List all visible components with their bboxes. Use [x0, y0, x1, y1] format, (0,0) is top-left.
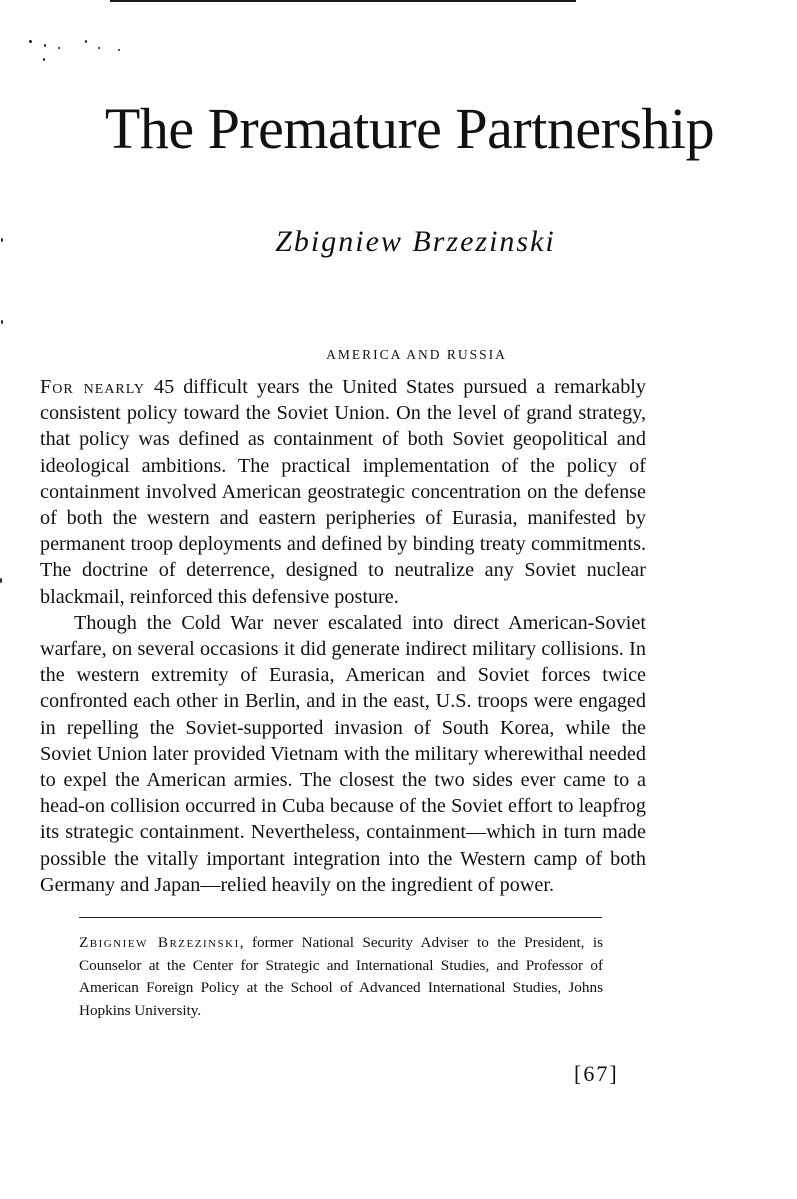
section-heading: AMERICA AND RUSSIA [326, 347, 507, 362]
scan-speck [44, 44, 46, 47]
scan-speck [98, 47, 100, 49]
scan-speck [58, 47, 60, 49]
footnote-divider [79, 917, 602, 918]
scan-speck [1, 320, 3, 324]
scan-speck [43, 58, 45, 61]
scan-speck [85, 40, 87, 43]
lead-in-small-caps: For nearly [40, 376, 146, 398]
article-author: Zbigniew Brzezinski [275, 225, 556, 258]
page-number: [67] [574, 1061, 619, 1086]
paragraph-text: 45 difficult years the United States pursued a remarkably consistent policy toward the Soviet Union. On the level of grand strategy, that policy was defined as containment of both Soviet geopolitical and ideological ambitions. The practical implementation of the policy of containment involved American geostrategic concentration on the defense of both the western and eastern peripheries of Eurasia, manifested by permanent troop deployments and defined by binding treaty commitments. The doctrine of deterrence, designed to neutralize any Soviet nuclear blackmail, reinforced this defensive posture. [40, 376, 646, 608]
scan-speck [29, 40, 32, 43]
footnote-author-name: Zbigniew Brzezinski [79, 934, 240, 951]
footnote-text: , former National Security Adviser to the President, is Counselor at the Center for Strategic and International Studies, and Professor of American Foreign Policy at the School of Advanced International Studies, Johns Hopkins University. [79, 934, 603, 1019]
scan-speck [0, 578, 2, 583]
article-title: The Premature Partnership [104, 96, 715, 161]
author-footnote [79, 932, 603, 1022]
scan-speck [118, 49, 120, 51]
paragraph-text: Though the Cold War never escalated into direct American-Soviet warfare, on several occasions it did generate indirect military collisions. In the western extremity of Eurasia, American and Soviet forces twice confronted each other in Berlin, and in the east, U.S. troops were engaged in repelling the Soviet-supported invasion of South Korea, while the Soviet Union later provided Vietnam with the military wherewithal needed to expel the American armies. The closest the two sides ever came to a head-on collision occurred in Cuba because of the Soviet effort to leapfrog its strategic containment. Nevertheless, containment—which in turn made possible the vitally important integration into the Western camp of both Germany and Japan—relied heavily on the ingredient of power. [40, 611, 646, 896]
top-edge-rule [110, 0, 576, 2]
body-paragraph [40, 610, 646, 898]
article-body [40, 374, 646, 898]
body-paragraph [40, 374, 646, 610]
